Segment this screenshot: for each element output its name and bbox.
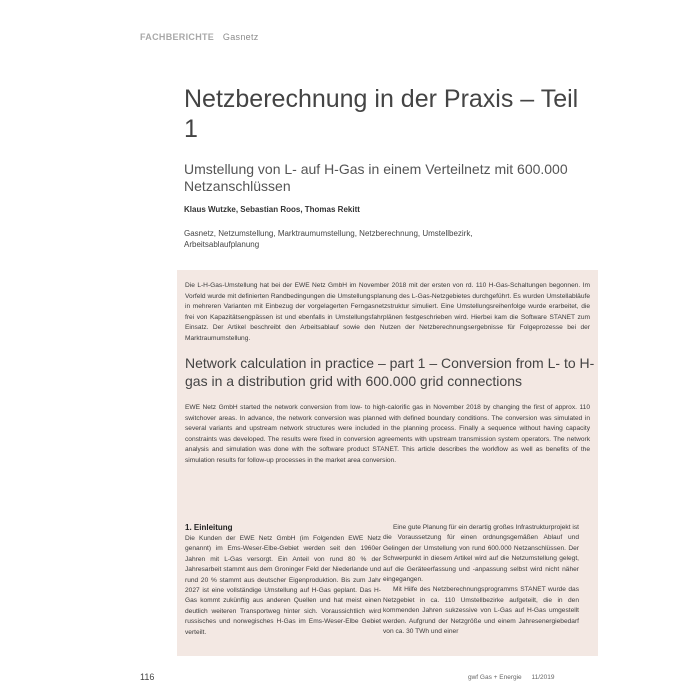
journal-issue: 11/2019: [531, 674, 555, 681]
journal-name: gwf Gas + Energie: [468, 674, 522, 681]
abstract-german: Die L-H-Gas-Umstellung hat bei der EWE Netz GmbH im November 2018 mit der ersten von rd. 110 H-Gas-Schaltungen begonnen. Im Vorfeld wurde mit definierten Randbedingungen die Umstellungsplanung des L-Gas-Netzgebietes durchgeführt. Es wurden Umstellabläufe in mehreren Varianten mit Einbezug der vorgelagerten Ferngasnetzstruktur simuliert. Eine Umstellungsreihenfolge wurde erarbeitet, die frei von Kapazitätsengpässen ist und ebenfalls in Umstellungsfahrplänen festgeschrieben wird. Hierbei kam die Software STANET zum Einsatz. Der Artikel beschreibt den Arbeitsablauf sowie den Nutzen der Netzberechnungsergebnisse für Folgeprozesse bei der Marktraumumstellung.: [185, 282, 590, 342]
section-header: [140, 32, 259, 42]
abstract-english-title: Network calculation in practice – part 1 – Conversion from L- to H-gas in a distribution grid with 600.000 grid connections: [185, 355, 595, 389]
body-paragraph: Die Kunden der EWE Netz GmbH (im Folgenden EWE Netz genannt) im Ems-Weser-Elbe-Gebiet werden seit den 1960er Jahren mit L-Gas versorgt. Ein Anteil von rund 80 % der Jahresarbeit stammt aus dem Groninger Feld der Niederlande und rund 20 % stammt aus deutscher Eigenproduktion. Bis zum Jahr 2027 ist eine vollständige Umstellung auf H-Gas geplant. Das H-Gas kommt zukünftig aus anderen Quellen und hat meist einen deutlich weiteren Transportweg hinter sich. Voraussichtlich wird russisches und norwegisches H-Gas im Ems-Weser-Elbe Gebiet verteilt.: [185, 535, 381, 636]
article-subtitle: Umstellung von L- auf H-Gas in einem Verteilnetz mit 600.000 Netzanschlüssen: [184, 161, 568, 194]
body-paragraph: Mit Hilfe des Netzberechnungsprogramms STANET wurde das Netzgebiet in ca. 110 Umstellbezirke aufgeteilt, die in den kommenden Jahren sukzessive von L-Gas auf H-Gas umgestellt werden. Aufgrund der Netzgröße und einem Jahresenergiebedarf von ca. 30 TWh und einer: [383, 586, 579, 636]
section-label: FACHBERICHTE: [140, 32, 215, 42]
journal-footer: [468, 674, 554, 681]
section-heading-introduction: 1. Einleitung: [185, 523, 233, 532]
body-paragraph: Eine gute Planung für ein derartig großes Infrastrukturprojekt ist die Voraussetzung für einen ordnungsgemäßen Ablauf und Gelingen der Umstellung von rund 600.000 Netzanschlüssen. Der Schwerpunkt in diesem Artikel wird auf die Netzumstellung gelegt, auf die Geräteerfassung und -anpassung selbst wird nicht näher eingegangen.: [383, 524, 579, 584]
subsection-label: Gasnetz: [222, 32, 259, 42]
article-title: Netzberechnung in der Praxis – Teil 1: [184, 85, 579, 143]
page-number: 116: [140, 672, 155, 682]
article-authors: Klaus Wutzke, Sebastian Roos, Thomas Rekitt: [184, 205, 360, 214]
article-keywords: Gasnetz, Netzumstellung, Marktraumumstellung, Netzberechnung, Umstellbezirk, Arbeitsablaufplanung: [184, 229, 473, 249]
body-column-right: [383, 523, 579, 637]
body-column-left: [185, 523, 381, 638]
abstract-english: EWE Netz GmbH started the network conversion from low- to high-calorific gas in November 2018 by changing the first of approx. 110 switchover areas. In advance, the network conversion was planned with defined boundary conditions. The conversion was simulated in several variants and upstream network structures were included in the planning process. Finally a sequence without having capacity constraints was developed. The results were fixed in conversion agreements with upstream transmission system operators. The network analysis and simulation was done with the software product STANET. This article describes the workflow as well as benefits of the simulation results for follow-up processes in the market area conversion.: [185, 404, 590, 464]
